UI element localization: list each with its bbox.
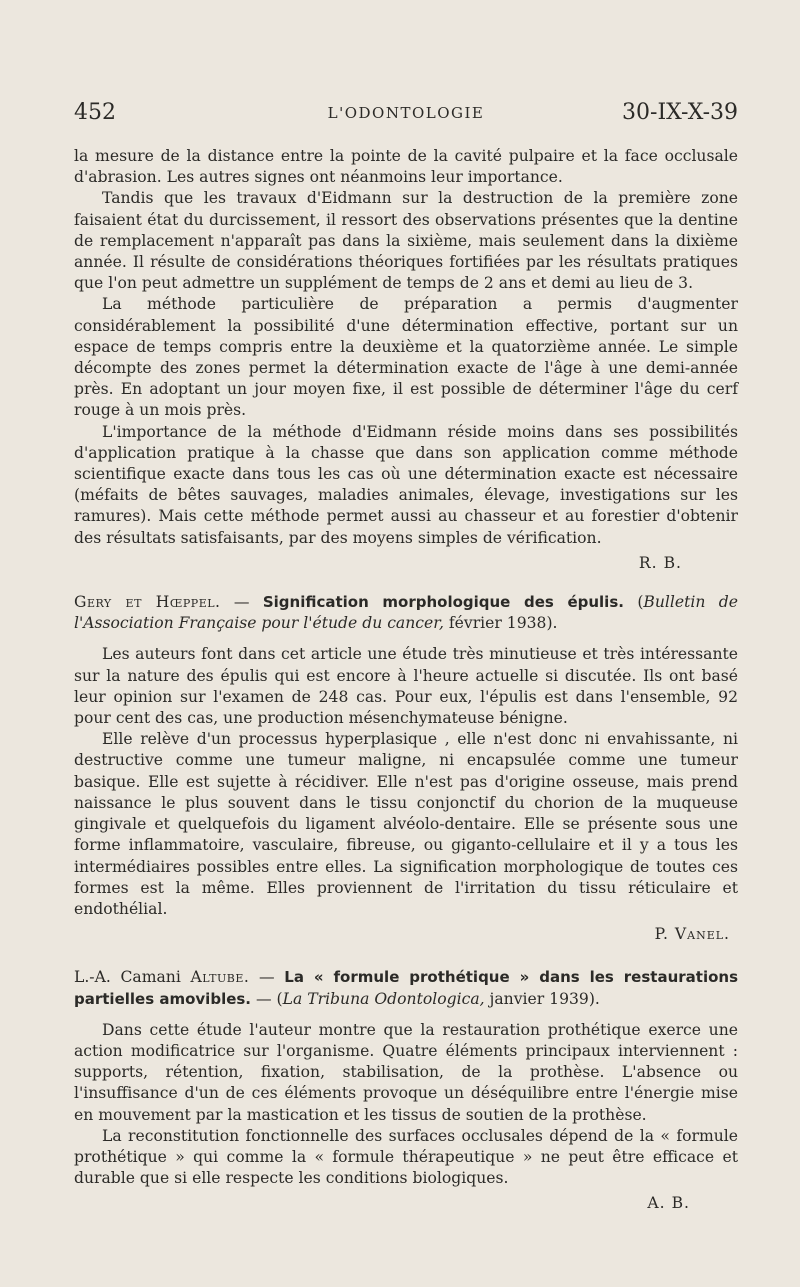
page-header	[74, 100, 738, 132]
publication-date: janvier 1939).	[484, 989, 600, 1008]
page-body	[74, 146, 738, 1215]
signature: A. B.	[647, 1194, 690, 1213]
reference-heading	[74, 967, 738, 1009]
paragraph: La méthode particulière de préparation a permis d'augmenter considérablement la possibilité d'une détermination effective, portant sur un espace de temps compris entre la deuxième et la quatorzième année. Le simple décompte des zones permet la détermination exacte de l'âge à une demi-année près. En adoptant un jour moyen fixe, il est possible de déterminer l'âge du cerf rouge à un mois près.	[74, 295, 738, 420]
dash-paren: — (	[251, 989, 283, 1008]
page-number: 452	[74, 100, 116, 125]
paragraph: Tandis que les travaux d'Eidmann sur la destruction de la première zone faisaient état du durcissement, il ressort des observations présentes que la dentine de remplacement n'apparaît pas dans la sixième, mais seulement dans la dixième année. Il résulte de considérations théoriques fortifiées par les résultats pratiques que l'on peut admettre un supplément de temps de 2 ans et demi au lieu de 3.	[74, 189, 738, 293]
paragraph: la mesure de la distance entre la pointe de la cavité pulpaire et la face occlusale d'abrasion. Les autres signes ont néanmoins leur importance.	[74, 147, 738, 187]
article-title: Signification morphologique des épulis.	[262, 593, 624, 612]
paragraph: Elle relève d'un processus hyperplasique , elle n'est donc ni envahissante, ni destructive comme une tumeur maligne, ni encapsulée comme une tumeur basique. Elle est sujette à récidiver. Elle n'est pas d'origine osseuse, mais prend naissance le plus souvent dans le tissu conjonctif du chorion de la muqueuse gingivale et quelquefois du ligament alvéolo-dentaire. Elle se présente sous une forme inflammatoire, vasculaire, fibreuse, ou giganto-cellulaire et il y a tous les intermédiaires possibles entre elles. La signification morphologique de toutes ces formes est la même. Elles proviennent de l'irritation du tissu réticulaire et endothélial.	[74, 730, 738, 918]
article-title: La « formule prothétique » dans les restaurations partielles amovibles.	[74, 968, 738, 1008]
open-paren: (	[623, 593, 644, 612]
dash: —	[220, 593, 263, 612]
reference-heading	[74, 592, 738, 634]
article-eidmann	[74, 146, 738, 574]
journal-name: La Tribuna Odontologica,	[282, 989, 485, 1008]
signature: R. B.	[638, 553, 682, 572]
paragraph: Les auteurs font dans cet article une étude très minutieuse et très intéressante sur la nature des épulis qui est encore à l'heure actuelle si discutée. Ils ont basé leur opinion sur l'examen de 248 cas. Pour eux, l'épulis est dans l'ensemble, 92 pour cent des cas, une production mésenchymateuse bénigne.	[74, 645, 738, 728]
running-title: L'ODONTOLOGIE	[327, 104, 485, 122]
paragraph: L'importance de la méthode d'Eidmann réside moins dans ses possibilités d'application pratique à la chasse que dans son application comme méthode scientifique exacte dans tous les cas où une détermination exacte est nécessaire (méfaits de bêtes sauvages, maladies animales, élevage, investigations sur les ramures). Mais cette méthode permet aussi au chasseur et au forestier d'obtenir des résultats satisfaisants, par des moyens simples de vérification.	[74, 422, 738, 547]
authors: Gery et Hœppel.	[74, 593, 221, 612]
publication-date: février 1938).	[443, 614, 558, 633]
article-formule	[74, 967, 738, 1214]
author-first: L.-A. Camani	[74, 968, 191, 987]
author-last: Altube.	[190, 968, 250, 987]
signature	[74, 924, 738, 945]
paragraph: Dans cette étude l'auteur montre que la restauration prothétique exerce une action modificatrice sur l'organisme. Quatre éléments principaux interviennent : supports, rétention, fixation, stabilisation, de la prothèse. L'absence ou l'insuffisance d'un de ces éléments provoque un déséquilibre entre l'énergie mise en mouvement par la mastication et les tissus de soutien de la prothèse.	[74, 1020, 738, 1124]
paragraph: La reconstitution fonctionnelle des surfaces occlusales dépend de la « formule prothétique » qui comme la « formule thérapeutique » ne peut être efficace et durable que si elle respecte les conditions biologiques.	[74, 1126, 738, 1188]
journal-name: Bulletin de l'Association Française pour l'étude du cancer,	[74, 593, 738, 633]
issue-date: 30-IX-X-39	[622, 100, 738, 125]
dash: —	[249, 968, 285, 987]
article-epulis	[74, 592, 738, 945]
signature-text: P. Vanel.	[654, 925, 730, 944]
